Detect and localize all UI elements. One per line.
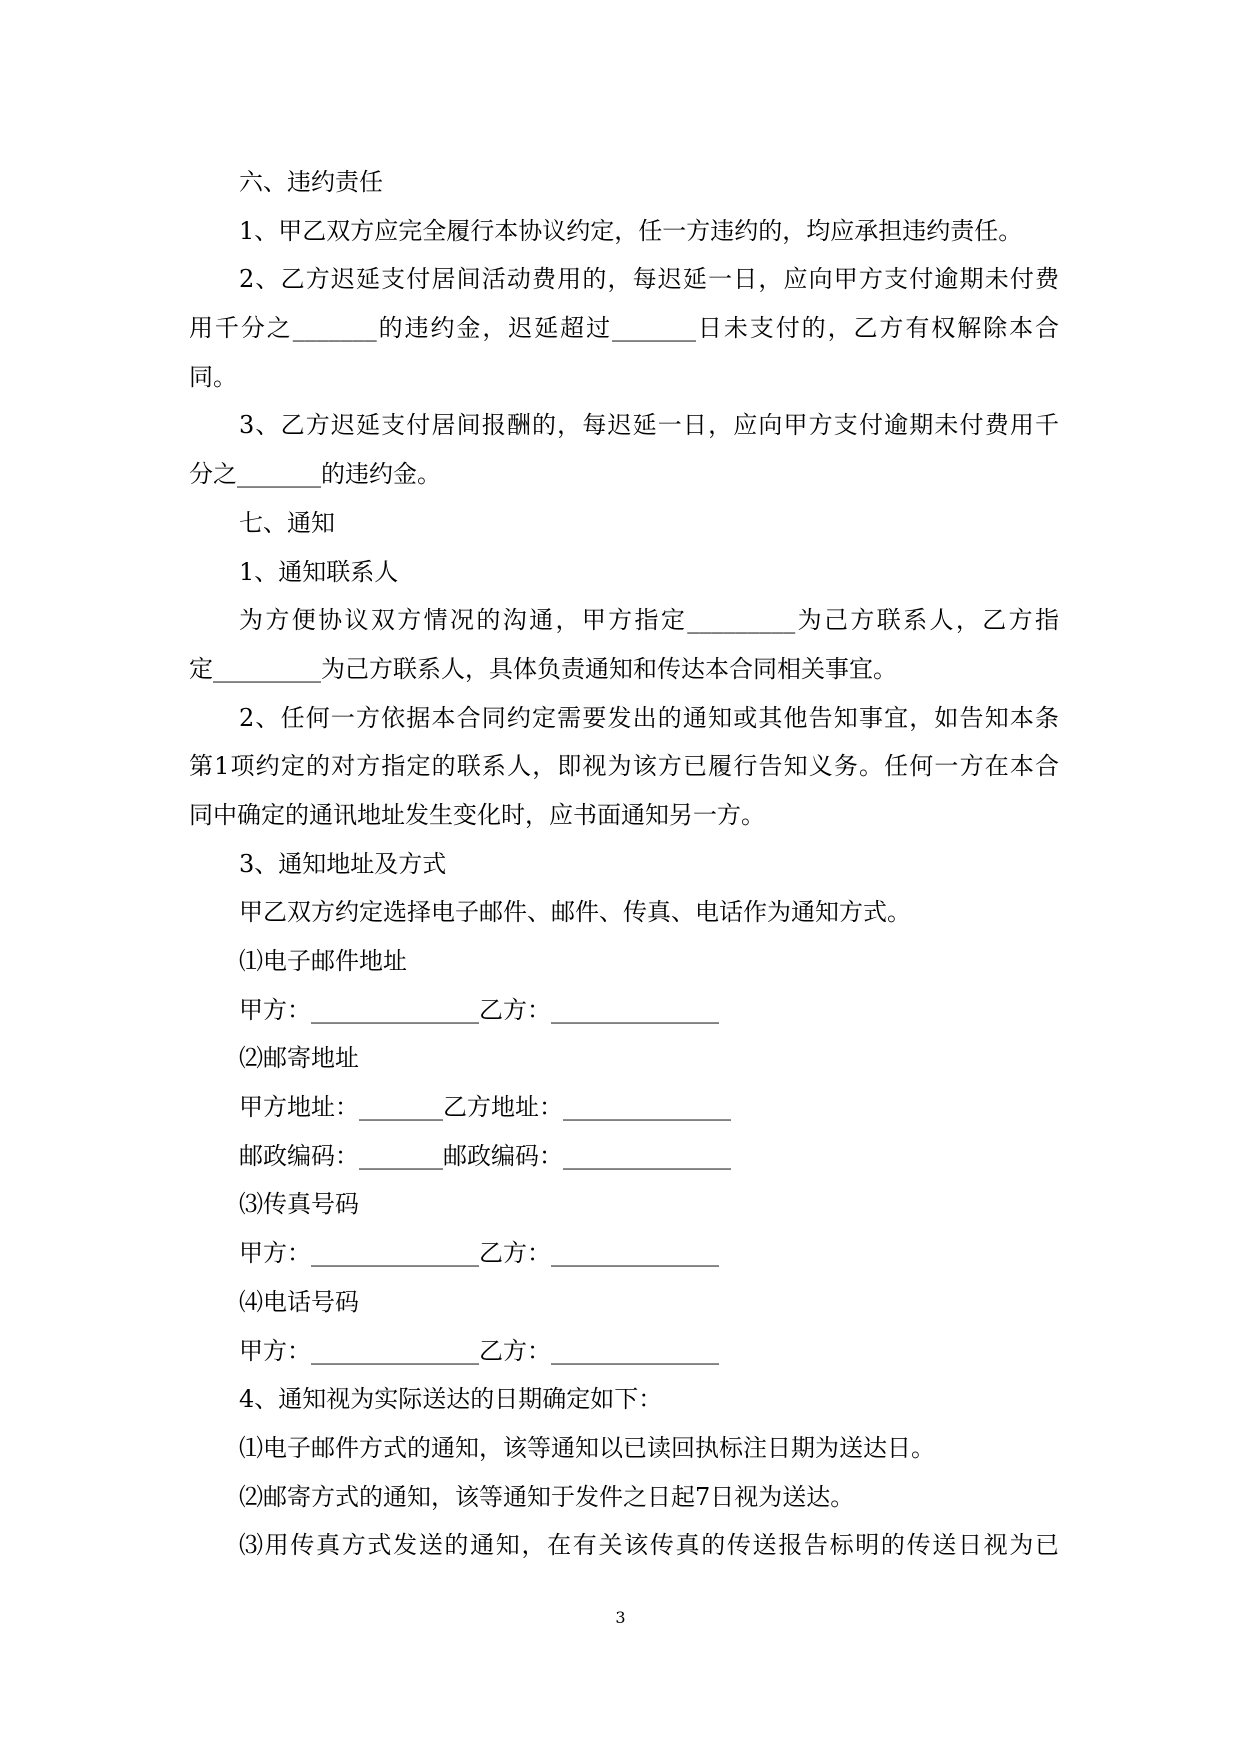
section-heading: 七、通知 (239, 508, 335, 537)
paragraph-line: 2、乙方迟延支付居间活动费用的，每迟延一日，应向甲方支付逾期未付费 (239, 265, 1059, 294)
fill-in-line: 甲方：______________乙方：______________ (239, 1336, 719, 1365)
paragraph-line: 2、任何一方依据本合同约定需要发出的通知或其他告知事宜，如告知本条 (239, 703, 1059, 732)
fill-in-line: 邮政编码：_______邮政编码：______________ (239, 1141, 731, 1170)
section-heading: 六、违约责任 (239, 168, 383, 196)
paragraph-line: 为方便协议双方情况的沟通，甲方指定_________为己方联系人，乙方指 (239, 606, 1059, 635)
list-item-heading: ⑴电子邮件地址 (239, 947, 407, 975)
list-item-heading: ⑶传真号码 (239, 1190, 359, 1219)
fill-in-line: 甲方：______________乙方：______________ (239, 995, 719, 1024)
paragraph-line: 定_________为己方联系人，具体负责通知和传达本合同相关事宜。 (189, 654, 897, 683)
paragraph-line: 甲乙双方约定选择电子邮件、邮件、传真、电话作为通知方式。 (239, 898, 911, 927)
paragraph-line: ⑶用传真方式发送的通知，在有关该传真的传送报告标明的传送日视为已 (239, 1531, 1059, 1560)
paragraph-line: 同中确定的通讯地址发生变化时，应书面通知另一方。 (189, 800, 765, 829)
document-body (189, 158, 1059, 1570)
paragraph-line: 1、甲乙双方应完全履行本协议约定，任一方违约的，均应承担违约责任。 (239, 216, 1023, 245)
paragraph-line: 第1项约定的对方指定的联系人，即视为该方已履行告知义务。任何一方在本合 (189, 752, 1059, 781)
paragraph-line: 同。 (189, 362, 237, 391)
page-number: 3 (615, 1608, 626, 1627)
paragraph-line: 分之_______的违约金。 (189, 460, 441, 489)
fill-in-line: 甲方：______________乙方：______________ (239, 1239, 719, 1268)
list-item-heading: ⑵邮寄地址 (239, 1044, 359, 1073)
paragraph-line: ⑴电子邮件方式的通知，该等通知以已读回执标注日期为送达日。 (239, 1433, 935, 1462)
subsection-heading: 1、通知联系人 (239, 557, 399, 586)
list-item-heading: ⑷电话号码 (239, 1287, 359, 1316)
fill-in-line: 甲方地址：_______乙方地址：______________ (239, 1093, 731, 1122)
subsection-heading: 3、通知地址及方式 (239, 849, 447, 878)
paragraph-line: 用千分之_______的违约金，迟延超过_______日未支付的，乙方有权解除本合 (189, 314, 1059, 343)
subsection-heading: 4、通知视为实际送达的日期确定如下： (239, 1385, 663, 1414)
paragraph-line: ⑵邮寄方式的通知，该等通知于发件之日起7日视为送达。 (239, 1482, 855, 1511)
paragraph-line: 3、乙方迟延支付居间报酬的，每迟延一日，应向甲方支付逾期未付费用千 (239, 411, 1059, 440)
